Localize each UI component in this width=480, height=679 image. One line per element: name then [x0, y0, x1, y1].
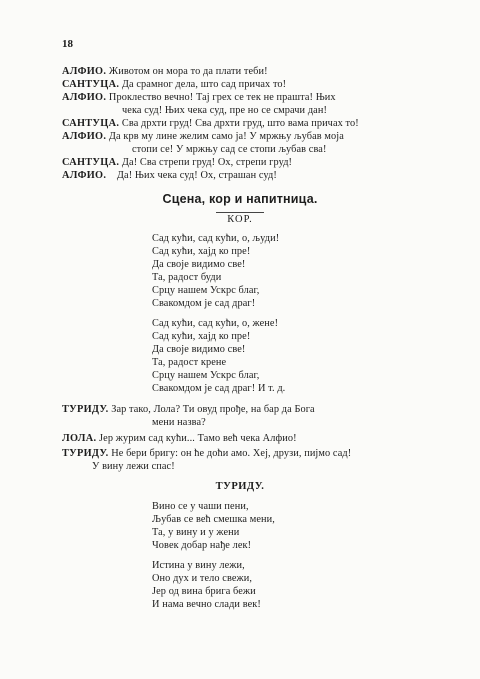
verse-line: Та, у вину и у жени	[152, 527, 240, 538]
dialogue-line	[62, 118, 359, 130]
verse-line: Сад кући, сад кући, о, људи!	[152, 233, 280, 244]
chorus-header: КОР.	[227, 214, 253, 225]
speaker: ТУРИДУ.	[62, 448, 109, 459]
dialogue-continuation	[122, 105, 327, 117]
dialogue-continuation	[92, 461, 175, 473]
speaker: АЛФИО.	[62, 92, 107, 103]
speaker: САНТУЦА.	[62, 79, 120, 90]
verse-line: Срцу нашем Ускрс благ,	[152, 285, 260, 296]
verse-line: Сад кући, хајд ко пре!	[152, 331, 251, 342]
speaker: АЛФИО.	[62, 131, 107, 142]
speaker: САНТУЦА.	[62, 157, 120, 168]
verse-line: Сад кући, хајд ко пре!	[152, 246, 251, 257]
dialogue-line	[62, 448, 351, 460]
line-text: Да! Сва стрепи груд! Ох, стрепи груд!	[121, 157, 293, 168]
page-number: 18	[62, 38, 73, 50]
scene-title: Сцена, кор и напитница.	[162, 192, 318, 206]
line-text: Да крв му лине желим само ја! У мржњу љубав моја	[108, 131, 344, 142]
line-text: Јер журим сад кући... Тамо већ чека Алфио!	[99, 433, 297, 444]
verse-line: Оно дух и тело свежи,	[152, 573, 253, 584]
dialogue-line	[62, 131, 344, 143]
verse-line: Истина у вину лежи,	[152, 560, 245, 571]
line-text: Животом он мора то да плати теби!	[108, 66, 268, 77]
line-text: стопи се! У мржњу сад се стопи љубав сва!	[132, 144, 327, 155]
speaker: САНТУЦА.	[62, 118, 120, 129]
verse-line: Та, радост буди	[152, 272, 222, 283]
line-text: Зар тако, Лола? Ти овуд прође, на бар да Бога	[111, 404, 315, 415]
verse-line: Сад кући, сад кући, о, жене!	[152, 318, 279, 329]
dialogue-line	[62, 92, 336, 104]
dialogue-line	[62, 404, 315, 416]
speaker: ЛОЛА.	[62, 433, 97, 444]
verse-line: Та, радост крене	[152, 357, 227, 368]
dialogue-continuation	[132, 144, 327, 156]
verse-line: Да своје видимо све!	[152, 344, 246, 355]
dialogue-line	[62, 66, 268, 78]
dialogue-line	[62, 157, 292, 169]
line-text: Проклество вечно! Тај грех се тек не прашта! Њих	[108, 92, 336, 103]
verse-line: Свакомдом је сад драг! И т. д.	[152, 383, 286, 394]
line-text: У вину лежи спас!	[92, 461, 175, 472]
verse-line: Човек добар нађе лек!	[152, 540, 252, 551]
line-text: Да! Њих чека суд! Ох, страшан суд!	[116, 170, 277, 181]
line-text: Сва дрхти груд! Сва дрхти груд, што вама причах то!	[121, 118, 359, 129]
verse-line: Вино се у чаши пени,	[152, 501, 249, 512]
turiddu-header: ТУРИДУ.	[215, 481, 265, 492]
speaker: ТУРИДУ.	[62, 404, 109, 415]
verse-line: Свакомдом је сад драг!	[152, 298, 256, 309]
dialogue-continuation	[152, 417, 206, 429]
verse-line: Љубав се већ смешка мени,	[152, 514, 275, 525]
verse-line: Јер од вина брига бежи	[152, 586, 256, 597]
dialogue-line	[62, 433, 297, 445]
divider	[216, 212, 264, 213]
verse-line: И нама вечно слади век!	[152, 599, 261, 610]
verse-line: Да своје видимо све!	[152, 259, 246, 270]
dialogue-line	[62, 79, 286, 91]
line-text: чека суд! Њих чека суд, пре но се смрачи дан!	[122, 105, 327, 116]
dialogue-line	[62, 170, 277, 182]
verse-line: Срцу нашем Ускрс благ,	[152, 370, 260, 381]
line-text: мени назва?	[152, 417, 206, 428]
line-text: Не бери бригу: он ће доћи амо. Хеј, друзи, пијмо сад!	[111, 448, 352, 459]
speaker: АЛФИО.	[62, 66, 107, 77]
line-text: Да срамног дела, што сад причах то!	[121, 79, 287, 90]
speaker: АЛФИО.	[62, 170, 107, 181]
